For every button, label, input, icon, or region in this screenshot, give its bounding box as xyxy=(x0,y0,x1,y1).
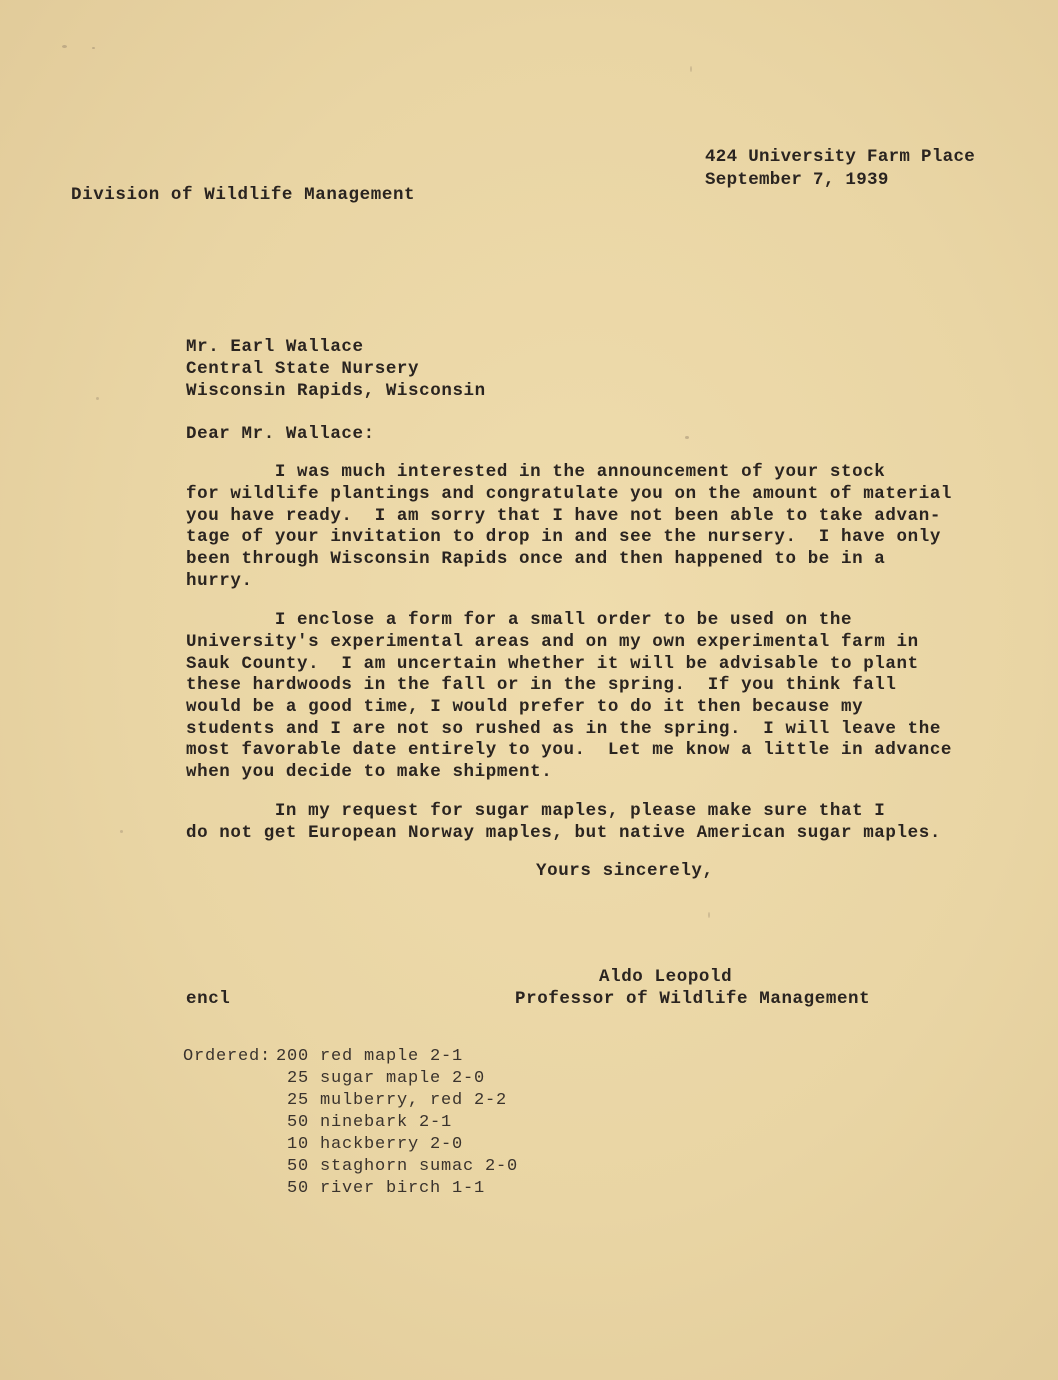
order-item: 50 staghorn sumac 2-0 xyxy=(287,1157,519,1176)
order-item: 10 hackberry 2-0 xyxy=(287,1135,464,1154)
signature-name: Aldo Leopold xyxy=(599,967,733,987)
body-line: tage of your invitation to drop in and see the nursery. I have only xyxy=(186,527,941,547)
recipient-city: Wisconsin Rapids, Wisconsin xyxy=(186,381,486,401)
paper-speck xyxy=(120,830,123,833)
paper-speck xyxy=(92,47,95,49)
paper-speck xyxy=(96,397,99,400)
closing: Yours sincerely, xyxy=(536,861,714,881)
order-item: 25 sugar maple 2-0 xyxy=(287,1069,486,1088)
letterhead-division: Division of Wildlife Management xyxy=(71,185,416,205)
body-line: students and I are not so rushed as in the spring. I will leave the xyxy=(186,719,941,739)
body-line: you have ready. I am sorry that I have not been able to take advan- xyxy=(186,506,941,526)
body-line: most favorable date entirely to you. Let me know a little in advance xyxy=(186,740,953,760)
order-item: 50 ninebark 2-1 xyxy=(287,1113,453,1132)
paper-speck xyxy=(708,912,710,918)
order-item: 25 mulberry, red 2-2 xyxy=(287,1091,508,1110)
recipient-name: Mr. Earl Wallace xyxy=(186,337,364,357)
letter-date: September 7, 1939 xyxy=(705,170,889,190)
body-line: I was much interested in the announcement of your stock xyxy=(186,462,886,482)
body-line: do not get European Norway maples, but native American sugar maples. xyxy=(186,823,941,843)
body-line: In my request for sugar maples, please make sure that I xyxy=(186,801,886,821)
body-line: I enclose a form for a small order to be used on the xyxy=(186,610,853,630)
body-line: University's experimental areas and on my own experimental farm in xyxy=(186,632,919,652)
body-line: for wildlife plantings and congratulate you on the amount of material xyxy=(186,484,953,504)
order-item: 50 river birch 1-1 xyxy=(287,1179,486,1198)
body-line: been through Wisconsin Rapids once and then happened to be in a xyxy=(186,549,886,569)
order-item: 200 red maple 2-1 xyxy=(276,1047,464,1066)
body-line: when you decide to make shipment. xyxy=(186,762,553,782)
paper-speck xyxy=(62,45,67,48)
sender-address: 424 University Farm Place xyxy=(705,147,976,167)
body-line: these hardwoods in the fall or in the spring. If you think fall xyxy=(186,675,897,695)
salutation: Dear Mr. Wallace: xyxy=(186,424,375,444)
body-line: hurry. xyxy=(186,571,253,591)
order-label: Ordered: xyxy=(183,1047,272,1066)
body-line: would be a good time, I would prefer to do it then because my xyxy=(186,697,864,717)
body-line: Sauk County. I am uncertain whether it will be advisable to plant xyxy=(186,654,919,674)
paper-speck xyxy=(685,436,689,439)
signature-title: Professor of Wildlife Management xyxy=(515,989,871,1009)
recipient-company: Central State Nursery xyxy=(186,359,420,379)
paper-speck xyxy=(690,66,692,72)
enclosure-note: encl xyxy=(186,989,231,1009)
